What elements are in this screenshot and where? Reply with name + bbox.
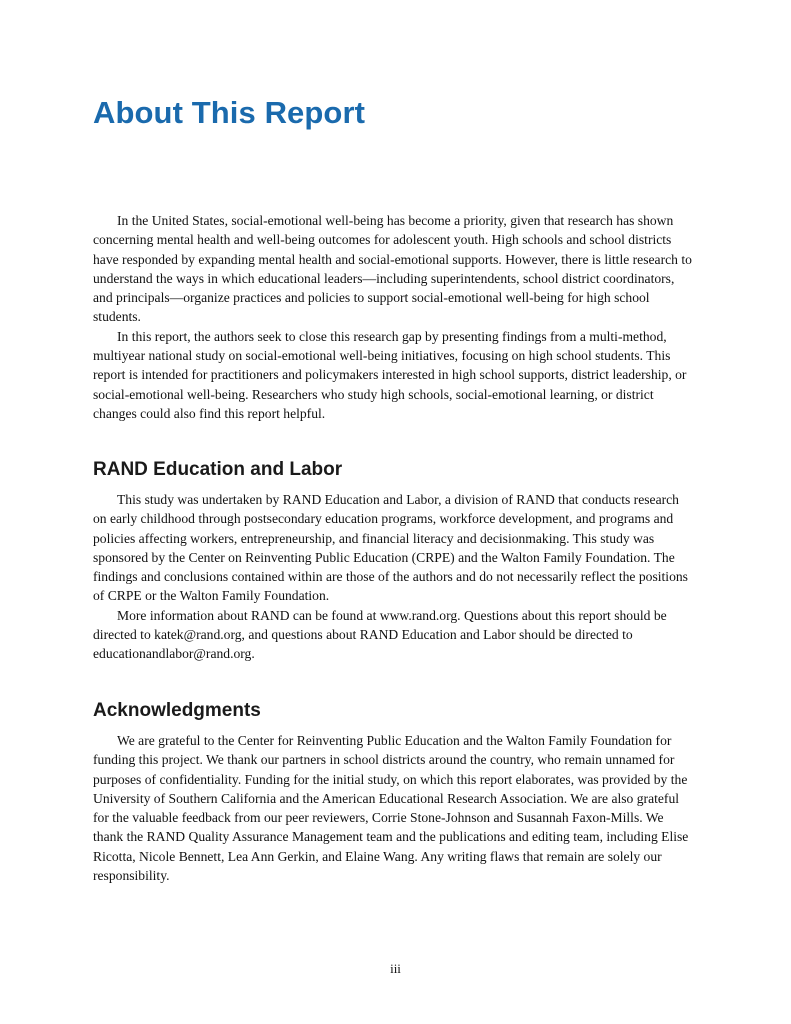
- intro-paragraph-2: In this report, the authors seek to close this research gap by presenting findings from a multi-method, multiyear national study on social-emotional well-being initiatives, focusing on high school students. This report is intended for practitioners and policymakers interested in high school supports, district leadership, or social-emotional well-being. Researchers who study high schools, social-emotional learning, or district changes could also find this report helpful.: [93, 328, 687, 421]
- intro-paragraph-1: In the United States, social-emotional well-being has become a priority, given that research has shown concerning mental health and well-being outcomes for adolescent youth. High schools and school districts have responded by expanding mental health and social-emotional supports. However, there is little research to understand the ways in which educational leaders—including superintendents, school district coordinators, and principals—organize practices and policies to support social-emotional well-being for high school students.: [93, 213, 692, 325]
- page-title: About This Report: [93, 95, 366, 130]
- acknowledgments-paragraph-1: We are grateful to the Center for Reinventing Public Education and the Walton Family Foundation for funding this project. We thank our partners in school districts around the country, who remain unnamed for purposes of confidentiality. Funding for the initial study, on which this report elaborates, was provided by the University of Southern California and the American Educational Research Association. We are also grateful for the valuable feedback from our peer reviewers, Corrie Stone-Johnson and Susannah Faxon-Mills. We thank the RAND Quality Assurance Management team and the publications and editing team, including Elise Ricotta, Nicole Bennett, Lea Ann Gerkin, and Elaine Wang. Any writing flaws that remain are solely our responsibility.: [93, 733, 689, 884]
- page-number: iii: [390, 961, 401, 976]
- rand-section: [93, 490, 693, 664]
- rand-paragraph-2: More information about RAND can be found at www.rand.org. Questions about this report should be directed to katek@rand.org, and questions about RAND Education and Labor should be directed to educationandlabor@rand.org.: [93, 607, 667, 662]
- rand-paragraph-1: This study was undertaken by RAND Education and Labor, a division of RAND that conducts research on early childhood through postsecondary education programs, workforce development, and programs and policies affecting workers, entrepreneurship, and financial literacy and decisionmaking. This study was sponsored by the Center on Reinventing Public Education (CRPE) and the Walton Family Foundation. The findings and conclusions contained within are those of the authors and do not necessarily reflect the positions of CRPE or the Walton Family Foundation.: [93, 492, 688, 604]
- rand-section-heading: RAND Education and Labor: [93, 459, 343, 480]
- acknowledgments-heading: Acknowledgments: [93, 700, 261, 721]
- intro-section: [93, 211, 693, 423]
- acknowledgments-section: [93, 731, 693, 885]
